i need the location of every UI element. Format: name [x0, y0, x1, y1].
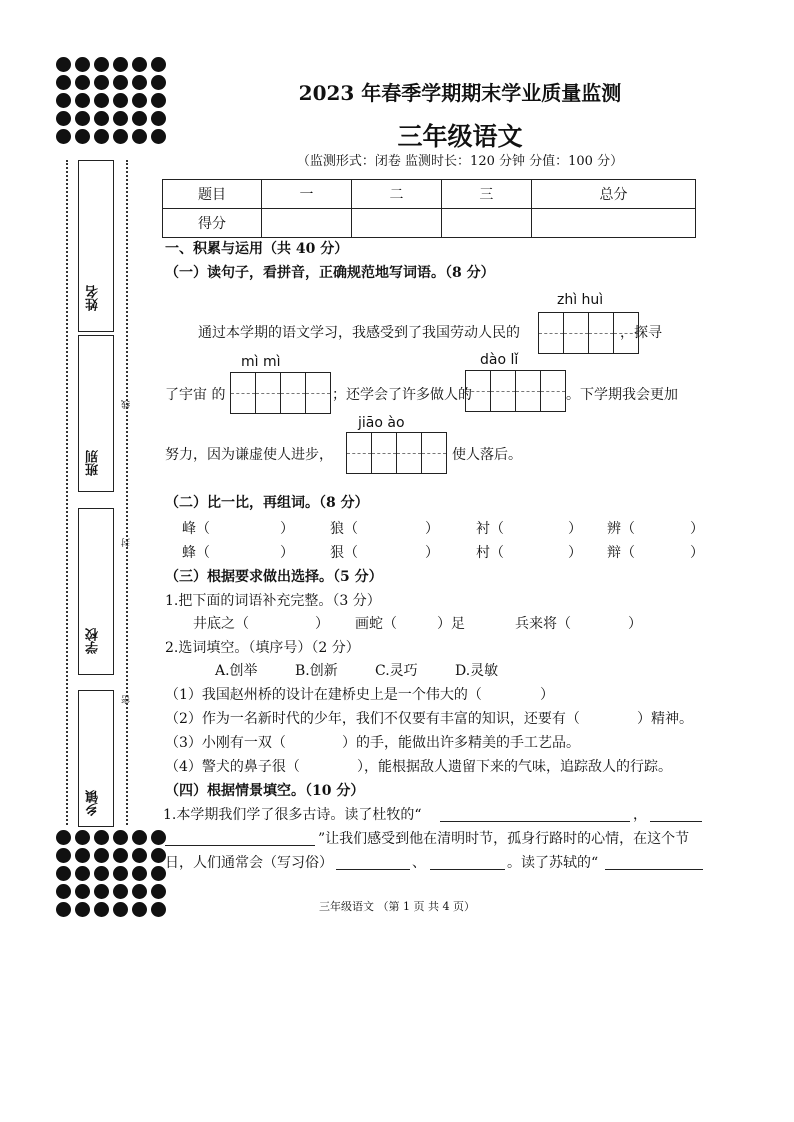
- part4-text-3: 日，人们通常会（写习俗）: [165, 855, 333, 871]
- part4-text-4: 。读了苏轼的“: [507, 855, 599, 871]
- score-cell[interactable]: [441, 209, 531, 238]
- idiom-2-end: ）足: [437, 616, 465, 632]
- pinyin-mimi: mì mì: [241, 354, 281, 370]
- dot: [56, 866, 71, 881]
- fill-q2-close: ）精神。: [637, 711, 693, 727]
- part3-q1-title: 1.把下面的词语补充完整。（3 分）: [165, 593, 381, 609]
- part4-comma: ，: [633, 807, 647, 823]
- subject-title: 三年级语文: [397, 122, 523, 151]
- dot: [94, 93, 109, 108]
- town-field-label: 乡镇: [86, 790, 101, 816]
- dot: [75, 93, 90, 108]
- dot: [94, 129, 109, 144]
- binding-line-right: [126, 160, 128, 825]
- dot: [94, 111, 109, 126]
- dot: [75, 75, 90, 90]
- part4-text-1: 1.本学期我们学了很多古诗。读了杜牧的“: [163, 807, 422, 823]
- option-b: B.创新: [295, 663, 338, 679]
- dot: [132, 866, 147, 881]
- fill-q3-text: （3）小刚有一双（: [165, 735, 286, 751]
- dot: [113, 884, 128, 899]
- dot: [132, 111, 147, 126]
- compare-close: ）: [280, 545, 294, 561]
- pinyin-jiaoao: jiāo ào: [358, 415, 405, 431]
- dot: [75, 129, 90, 144]
- dot: [75, 111, 90, 126]
- dot: [56, 830, 71, 845]
- option-a: A.创举: [215, 663, 258, 679]
- dot: [75, 884, 90, 899]
- option-c: C.灵巧: [375, 663, 418, 679]
- dot: [94, 848, 109, 863]
- part4-title: （四）根据情景填空。（10 分）: [165, 783, 365, 799]
- poem-blank-3[interactable]: [165, 845, 315, 846]
- part3-q2-title: 2.选词填空。（填序号）（2 分）: [165, 640, 360, 656]
- score-cell[interactable]: [262, 209, 352, 238]
- dot: [132, 884, 147, 899]
- compare-char: 辩（: [607, 545, 635, 561]
- score-cell[interactable]: [531, 209, 695, 238]
- binding-line-left: [66, 160, 68, 825]
- custom-blank-2[interactable]: [430, 869, 505, 870]
- section1-title: 一、积累与运用（共 40 分）: [165, 241, 349, 257]
- fill-q1-text: （1）我国赵州桥的设计在建桥史上是一个伟大的（: [165, 687, 482, 703]
- dot: [151, 848, 166, 863]
- dot: [75, 57, 90, 72]
- score-header-cell: 题目: [163, 180, 262, 209]
- compare-char: 衬（: [476, 521, 504, 537]
- idiom-3-end: ）: [628, 616, 642, 632]
- grid-daoli[interactable]: [465, 370, 566, 412]
- score-header-cell: 二: [351, 180, 441, 209]
- cut-mark-line: 线: [122, 400, 132, 409]
- dot: [132, 848, 147, 863]
- compare-char: 狠（: [330, 545, 358, 561]
- part4-text-2: ”让我们感受到他在清明时节，孤身行路时的心情，在这个节: [318, 831, 690, 847]
- custom-blank-1[interactable]: [336, 869, 410, 870]
- score-header-cell: 总分: [531, 180, 695, 209]
- dot: [151, 866, 166, 881]
- compare-close: ）: [425, 545, 439, 561]
- pinyin-zhihui: zhì huì: [557, 292, 604, 308]
- compare-close: ）: [568, 521, 582, 537]
- dot: [151, 830, 166, 845]
- school-field-label: 学校: [86, 628, 101, 654]
- dot: [56, 129, 71, 144]
- part4-sep: 、: [412, 855, 426, 871]
- score-header-cell: 三: [441, 180, 531, 209]
- compare-char: 峰（: [182, 521, 210, 537]
- dot: [56, 884, 71, 899]
- score-table-header-row: [163, 180, 696, 209]
- dot: [94, 57, 109, 72]
- dot: [151, 57, 166, 72]
- part1-sentence-6: 努力，因为谦虚使人进步，: [165, 447, 333, 463]
- compare-close: ）: [425, 521, 439, 537]
- dot: [94, 866, 109, 881]
- exam-info: （监测形式：闭卷 监测时长：120 分钟 分值：100 分）: [296, 154, 624, 169]
- option-d: D.灵敏: [455, 663, 499, 679]
- dot: [75, 830, 90, 845]
- dot: [113, 129, 128, 144]
- compare-char: 村（: [476, 545, 504, 561]
- dot: [94, 75, 109, 90]
- part1-sentence-3: 了宇宙 的: [165, 387, 226, 403]
- dot: [132, 75, 147, 90]
- dot: [75, 848, 90, 863]
- dot: [56, 848, 71, 863]
- dot: [75, 866, 90, 881]
- part1-sentence-5: 。下学期我会更加: [566, 387, 678, 403]
- compare-close: ）: [690, 521, 704, 537]
- score-row-label: 得分: [163, 209, 262, 238]
- part3-title: （三）根据要求做出选择。（5 分）: [165, 569, 383, 585]
- fill-q1-close: ）: [540, 687, 554, 703]
- idiom-1-start: 井底之（: [193, 616, 249, 632]
- exam-title: 2023 年春季学期期末学业质量监测: [298, 81, 622, 105]
- name-field-label: 姓名: [86, 285, 101, 311]
- compare-close: ）: [568, 545, 582, 561]
- idiom-2-start: 画蛇（: [355, 616, 397, 632]
- poem-blank-2[interactable]: [650, 821, 702, 822]
- dot: [94, 884, 109, 899]
- dot: [132, 129, 147, 144]
- part1-sentence-1: 通过本学期的语文学习，我感受到了我国劳动人民的: [198, 325, 520, 341]
- dot: [132, 57, 147, 72]
- compare-char: 蜂（: [182, 545, 210, 561]
- class-field-label: 班别: [86, 450, 101, 476]
- fill-q2-text: （2）作为一名新时代的少年，我们不仅要有丰富的知识，还要有（: [165, 711, 580, 727]
- dot: [113, 866, 128, 881]
- cut-mark-seal: 封: [122, 538, 132, 547]
- fill-q3-close: ）的手，能做出许多精美的手工艺品。: [342, 735, 580, 751]
- part2-title: （二）比一比，再组词。（8 分）: [165, 495, 369, 511]
- idiom-3-start: 兵来将（: [515, 616, 571, 632]
- cut-mark-secret: 密: [122, 695, 132, 704]
- compare-close: ）: [280, 521, 294, 537]
- compare-close: ）: [690, 545, 704, 561]
- dot: [113, 93, 128, 108]
- score-table-score-row: [163, 209, 696, 238]
- dot: [151, 884, 166, 899]
- dot: [56, 57, 71, 72]
- dot: [56, 75, 71, 90]
- compare-char: 狼（: [330, 521, 358, 537]
- score-table: [162, 179, 696, 238]
- idiom-1-end: ）: [315, 616, 329, 632]
- part1-title: （一）读句子，看拼音，正确规范地写词语。（8 分）: [165, 265, 495, 281]
- dot: [113, 848, 128, 863]
- dot: [56, 93, 71, 108]
- fill-q4-text: （4）警犬的鼻子很（: [165, 759, 300, 775]
- part1-sentence-2: ，探寻: [620, 325, 662, 341]
- grid-mimi[interactable]: [230, 372, 331, 414]
- grid-jiaoao[interactable]: [346, 432, 447, 474]
- score-cell[interactable]: [351, 209, 441, 238]
- top-dot-pattern: [56, 57, 166, 144]
- dot: [113, 111, 128, 126]
- dot: [113, 75, 128, 90]
- page-footer: 三年级语文 （第 1 页 共 4 页）: [319, 900, 475, 913]
- dot: [132, 830, 147, 845]
- pinyin-daoli: dào lǐ: [480, 352, 519, 368]
- part1-sentence-4: ；还学会了许多做人的: [332, 387, 472, 403]
- dot: [132, 93, 147, 108]
- part1-sentence-7: 使人落后。: [452, 447, 522, 463]
- poem-blank-1[interactable]: [440, 821, 630, 822]
- score-header-cell: 一: [262, 180, 352, 209]
- dot: [56, 111, 71, 126]
- dot: [113, 830, 128, 845]
- dot: [94, 830, 109, 845]
- dot: [113, 57, 128, 72]
- fill-q4-close: ），能根据敌人遗留下来的气味，追踪敌人的行踪。: [357, 759, 672, 775]
- poem-blank-4[interactable]: [605, 869, 703, 870]
- compare-char: 辨（: [607, 521, 635, 537]
